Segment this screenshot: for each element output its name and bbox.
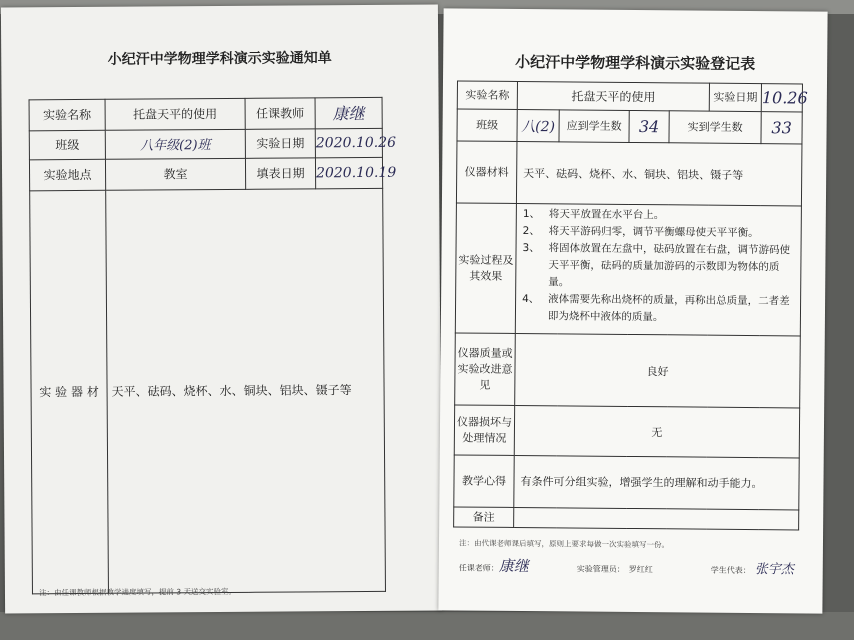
manager-label: 实验管理员： — [576, 564, 625, 574]
label-procedure: 实验过程及其效果 — [455, 203, 516, 334]
label-fill-date: 填表日期 — [245, 158, 315, 189]
label-location: 实验地点 — [29, 159, 105, 190]
notification-table — [29, 97, 397, 594]
notification-footnote: 注：由任课教师根据教学进度填写，提前 3 天送交实验室。 — [38, 586, 237, 598]
value-experiment-name: 托盘天平的使用 — [517, 81, 709, 111]
registration-title: 小纪汗中学物理学科演示实验登记表 — [515, 52, 756, 74]
label-expected-students: 应到学生数 — [559, 110, 629, 143]
registration-table — [453, 80, 808, 530]
value-expected-students: 34 — [629, 110, 669, 142]
student-rep-label: 学生代表： — [710, 565, 751, 576]
label-teaching-reflection: 教学心得 — [454, 455, 514, 508]
registration-footnote: 注：由代课老师课后填写，原则上要求每做一次实验填写一份。 — [458, 538, 670, 550]
notification-title: 小纪汗中学物理学科演示实验通知单 — [107, 50, 332, 68]
procedure-step: 1、 将天平放置在水平台上。 — [522, 208, 665, 222]
value-teaching-reflection: 有条件可分组实验，增强学生的理解和动手能力。 — [514, 455, 799, 509]
value-quality-feedback: 良好 — [515, 333, 801, 407]
value-materials: 天平、砝码、烧杯、水、铜块、铝块、镊子等 — [516, 141, 802, 205]
manager-name: 罗红红 — [628, 564, 653, 575]
procedure-step: 3、 将固体放置在左盘中，砝码放置在右盘，调节游码使天平平衡，砝码的质量加游码的示数即为物体的质量。 — [522, 242, 791, 289]
label-teacher: 任课教师 — [245, 98, 315, 129]
label-present-students: 实到学生数 — [669, 111, 761, 144]
procedure-step: 2、 将天平游码归零，调节平衡螺母使天平平衡。 — [522, 225, 759, 240]
label-class: 班级 — [457, 109, 517, 142]
value-class: 八年级(2)班 — [105, 129, 245, 159]
procedure-step: 4、 液体需要先称出烧杯的质量，再称出总质量，二者差即为烧杯中液体的质量。 — [522, 293, 790, 324]
teacher-signature: 康继 — [498, 556, 529, 576]
registration-sheet — [438, 8, 827, 613]
background-table-surface — [0, 612, 854, 640]
label-experiment-date: 实验日期 — [245, 129, 315, 158]
value-experiment-name: 托盘天平的使用 — [105, 98, 245, 130]
value-experiment-date: 10.26 — [761, 84, 802, 112]
value-location: 教室 — [105, 158, 245, 190]
signature-row — [458, 556, 804, 578]
value-damage: 无 — [514, 405, 799, 457]
value-fill-date: 2020.10.19 — [315, 157, 382, 188]
label-experiment-name: 实验名称 — [29, 99, 105, 130]
label-remarks: 备注 — [454, 507, 514, 528]
value-present-students: 33 — [761, 112, 802, 144]
label-damage: 仪器损坏与处理情况 — [454, 405, 514, 456]
label-class: 班级 — [29, 130, 105, 159]
procedure-steps — [515, 203, 801, 335]
label-materials: 仪器材料 — [456, 141, 517, 204]
value-remarks — [514, 507, 799, 529]
value-class: 八(2) — [517, 109, 559, 141]
value-equipment: 天平、砝码、烧杯、水、铜块、铝块、镊子等 — [106, 188, 386, 593]
label-quality-feedback: 仪器质量或实验改进意见 — [455, 333, 516, 406]
value-experiment-date: 2020.10.26 — [315, 128, 382, 157]
label-experiment-name: 实验名称 — [457, 81, 517, 110]
value-teacher-signature: 康继 — [315, 97, 382, 128]
teacher-signature-label: 任课老师： — [458, 563, 499, 573]
label-experiment-date: 实验日期 — [709, 83, 761, 111]
notification-sheet — [1, 4, 442, 613]
student-rep-signature: 张宇杰 — [754, 562, 794, 578]
label-equipment: 实 验 器 材 — [30, 190, 109, 594]
